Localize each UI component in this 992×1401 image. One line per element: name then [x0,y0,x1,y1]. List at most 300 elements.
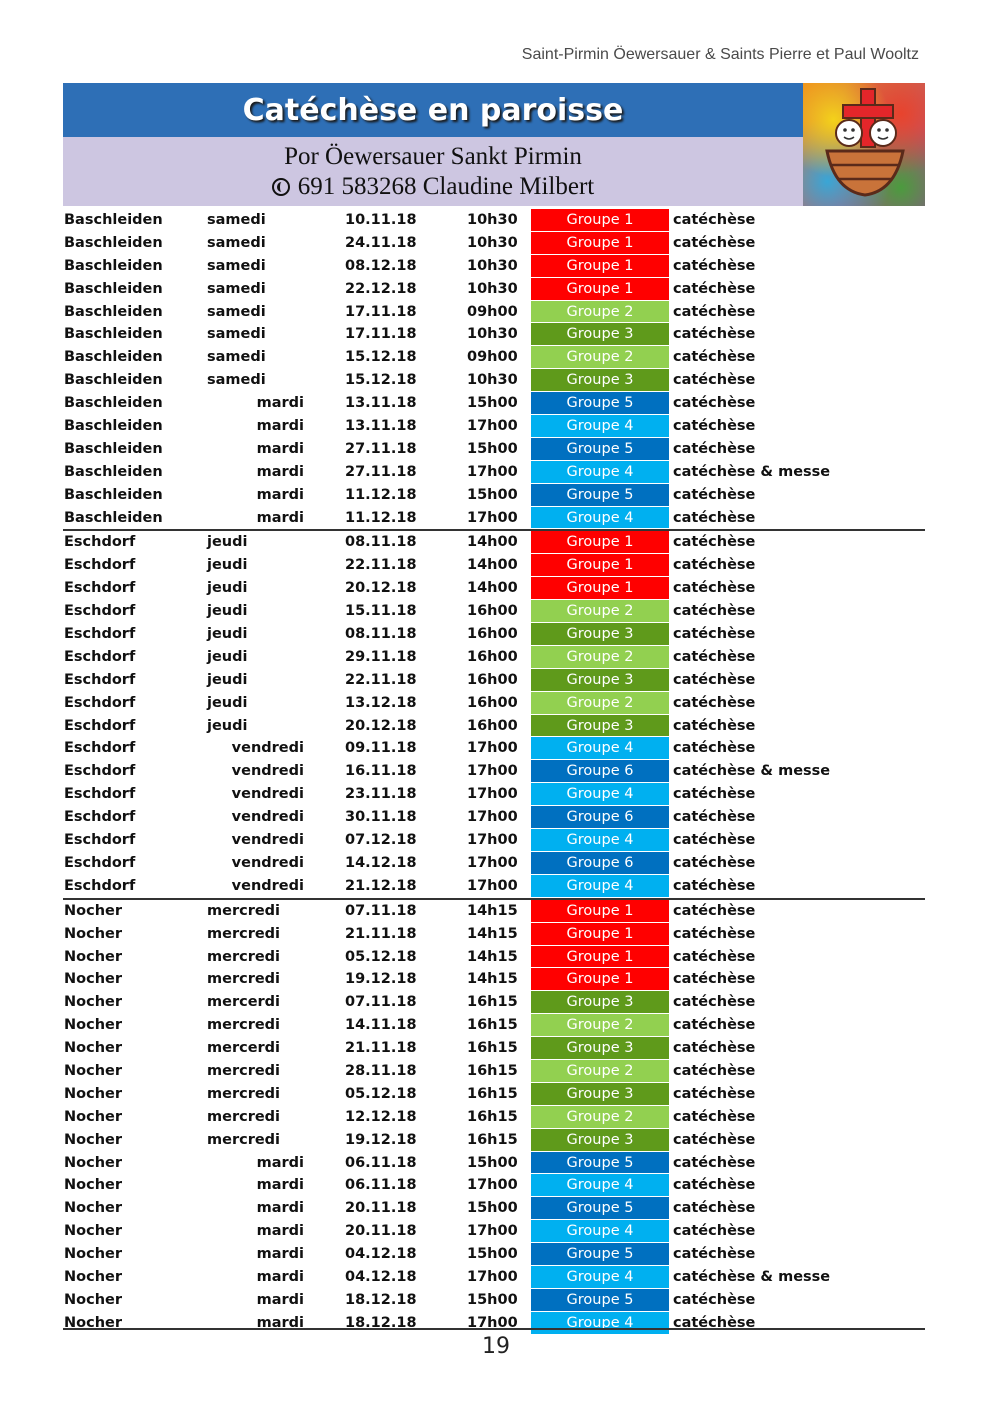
group-badge: Groupe 4 [531,783,669,806]
time-cell: 14h15 [467,902,518,919]
date-cell: 18.12.18 [345,1291,417,1308]
group-badge: Groupe 2 [531,301,669,324]
time-cell: 17h00 [467,763,518,780]
time-cell: 09h00 [467,303,518,320]
table-row [63,737,925,760]
date-cell: 11.12.18 [345,486,417,503]
table-row [63,415,925,438]
contact-line [272,172,595,202]
activity-cell: catéchèse [673,1085,756,1102]
group-badge: Groupe 4 [531,829,669,852]
date-cell: 27.11.18 [345,440,417,457]
time-cell: 10h30 [467,234,518,251]
activity-cell: catéchèse & messe [673,463,831,480]
table-row [63,1243,925,1266]
activity-cell: catéchèse [673,994,756,1011]
table-row [63,783,925,806]
place-cell: Eschdorf [64,648,136,665]
parish-logo-icon [803,83,925,206]
date-cell: 10.11.18 [345,212,417,228]
table-row [63,1060,925,1083]
banner-subtitle: Por Öewersauer Sankt Pirmin [284,142,582,170]
day-cell: mercredi [207,1085,281,1102]
group-badge: Groupe 2 [531,646,669,669]
date-cell: 15.11.18 [345,603,417,620]
table-row [63,1037,925,1060]
footer-rule [63,1328,925,1330]
activity-cell: catéchèse [673,280,756,297]
table-row [63,301,925,324]
group-badge: Groupe 4 [531,1174,669,1197]
activity-cell: catéchèse & messe [673,763,831,780]
table-row [63,669,925,692]
group-badge: Groupe 5 [531,438,669,461]
activity-cell: catéchèse [673,234,756,251]
group-badge: Groupe 5 [531,1152,669,1175]
time-cell: 15h00 [467,1246,518,1263]
group-badge: Groupe 3 [531,1083,669,1106]
day-cell: mardi [256,509,304,526]
activity-cell: catéchèse [673,603,756,620]
schedule-table [63,209,925,1335]
activity-cell: catéchèse [673,854,756,871]
group-badge: Groupe 4 [531,415,669,438]
day-cell: mercredi [207,1108,281,1125]
group-badge: Groupe 1 [531,923,669,946]
date-cell: 22.11.18 [345,557,417,574]
activity-cell: catéchèse [673,372,756,389]
date-cell: 21.12.18 [345,877,417,894]
day-cell: jeudi [207,717,248,734]
group-badge: Groupe 5 [531,1197,669,1220]
day-cell: jeudi [207,694,248,711]
activity-cell: catéchèse [673,486,756,503]
time-cell: 10h30 [467,212,518,228]
place-cell: Baschleiden [64,234,163,251]
place-cell: Baschleiden [64,349,163,366]
time-cell: 17h00 [467,786,518,803]
activity-cell: catéchèse [673,1040,756,1057]
date-cell: 20.11.18 [345,1200,417,1217]
table-row [63,461,925,484]
group-badge: Groupe 1 [531,209,669,232]
group-badge: Groupe 5 [531,1289,669,1312]
day-cell: vendredi [231,740,304,757]
activity-cell: catéchèse [673,925,756,942]
contact-text: 691 583268 Claudine Milbert [297,172,595,200]
table-row [63,1312,925,1335]
table-row [63,209,925,232]
table-row [63,484,925,507]
time-cell: 16h15 [467,1062,518,1079]
activity-cell: catéchèse [673,509,756,526]
time-cell: 10h30 [467,326,518,343]
place-cell: Nocher [64,1268,122,1285]
activity-cell: catéchèse [673,948,756,965]
day-cell: vendredi [231,854,304,871]
banner-subtitle-block [63,137,803,206]
activity-cell: catéchèse [673,1291,756,1308]
date-cell: 13.11.18 [345,395,417,412]
time-cell: 14h15 [467,948,518,965]
table-row [63,369,925,392]
time-cell: 17h00 [467,832,518,849]
table-row [63,278,925,301]
day-cell: vendredi [231,763,304,780]
group-badge: Groupe 1 [531,554,669,577]
place-cell: Eschdorf [64,854,136,871]
time-cell: 15h00 [467,1154,518,1171]
date-cell: 12.12.18 [345,1108,417,1125]
activity-cell: catéchèse [673,809,756,826]
date-cell: 28.11.18 [345,1062,417,1079]
table-row [63,1220,925,1243]
date-cell: 20.12.18 [345,580,417,597]
place-cell: Nocher [64,1040,122,1057]
place-cell: Eschdorf [64,832,136,849]
time-cell: 09h00 [467,349,518,366]
activity-cell: catéchèse [673,440,756,457]
day-cell: mardi [256,1223,304,1240]
activity-cell: catéchèse [673,1154,756,1171]
activity-cell: catéchèse [673,671,756,688]
date-cell: 15.12.18 [345,372,417,389]
time-cell: 14h00 [467,534,518,551]
group-badge: Groupe 4 [531,875,669,898]
group-badge: Groupe 4 [531,1220,669,1243]
activity-cell: catéchèse [673,1223,756,1240]
place-cell: Baschleiden [64,395,163,412]
group-badge: Groupe 1 [531,577,669,600]
group-badge: Groupe 3 [531,1037,669,1060]
table-row [63,623,925,646]
table-row [63,1289,925,1312]
date-cell: 29.11.18 [345,648,417,665]
time-cell: 15h00 [467,1291,518,1308]
activity-cell: catéchèse [673,902,756,919]
place-cell: Baschleiden [64,212,163,228]
place-cell: Nocher [64,1131,122,1148]
group-badge: Groupe 4 [531,461,669,484]
day-cell: mercredi [207,925,281,942]
place-cell: Nocher [64,1177,122,1194]
time-cell: 17h00 [467,463,518,480]
activity-cell: catéchèse [673,1062,756,1079]
day-cell: mardi [256,1154,304,1171]
table-row [63,600,925,623]
activity-cell: catéchèse [673,877,756,894]
place-cell: Nocher [64,1314,122,1331]
table-row [63,946,925,969]
group-badge: Groupe 2 [531,1060,669,1083]
time-cell: 17h00 [467,877,518,894]
place-cell: Nocher [64,1291,122,1308]
place-cell: Baschleiden [64,372,163,389]
date-cell: 09.11.18 [345,740,417,757]
time-cell: 16h00 [467,671,518,688]
activity-cell: catéchèse [673,832,756,849]
time-cell: 16h00 [467,694,518,711]
day-cell: mardi [256,463,304,480]
date-cell: 15.12.18 [345,349,417,366]
table-row [63,1083,925,1106]
time-cell: 17h00 [467,509,518,526]
place-cell: Eschdorf [64,877,136,894]
activity-cell: catéchèse [673,534,756,551]
day-cell: vendredi [231,877,304,894]
activity-cell: catéchèse [673,395,756,412]
date-cell: 14.12.18 [345,854,417,871]
table-row [63,923,925,946]
place-cell: Baschleiden [64,303,163,320]
date-cell: 06.11.18 [345,1177,417,1194]
activity-cell: catéchèse [673,349,756,366]
group-badge: Groupe 1 [531,900,669,923]
day-cell: jeudi [207,671,248,688]
time-cell: 16h15 [467,1108,518,1125]
place-cell: Baschleiden [64,418,163,435]
date-cell: 24.11.18 [345,234,417,251]
group-badge: Groupe 6 [531,760,669,783]
time-cell: 16h00 [467,717,518,734]
date-cell: 22.11.18 [345,671,417,688]
table-row [63,829,925,852]
time-cell: 17h00 [467,1223,518,1240]
day-cell: mardi [256,1246,304,1263]
time-cell: 16h15 [467,1040,518,1057]
table-row [63,255,925,278]
table-row [63,900,925,923]
activity-cell: catéchèse [673,694,756,711]
time-cell: 10h30 [467,280,518,297]
time-cell: 14h00 [467,580,518,597]
group-badge: Groupe 6 [531,852,669,875]
place-cell: Baschleiden [64,280,163,297]
place-cell: Eschdorf [64,694,136,711]
date-cell: 21.11.18 [345,925,417,942]
table-row [63,531,925,554]
date-cell: 13.12.18 [345,694,417,711]
group-badge: Groupe 1 [531,946,669,969]
group-badge: Groupe 1 [531,255,669,278]
activity-cell: catéchèse [673,786,756,803]
day-cell: samedi [207,212,266,228]
group-badge: Groupe 1 [531,531,669,554]
table-row [63,392,925,415]
activity-cell: catéchèse [673,1131,756,1148]
day-cell: mercerdi [207,994,281,1011]
activity-cell: catéchèse [673,1108,756,1125]
group-badge: Groupe 5 [531,484,669,507]
day-cell: mercredi [207,902,281,919]
date-cell: 07.11.18 [345,994,417,1011]
place-cell: Eschdorf [64,763,136,780]
table-row [63,1197,925,1220]
day-cell: mardi [256,1291,304,1308]
page-number: 19 [482,1334,510,1359]
activity-cell: catéchèse [673,257,756,274]
group-badge: Groupe 3 [531,715,669,738]
time-cell: 16h15 [467,1131,518,1148]
day-cell: mercredi [207,1131,281,1148]
date-cell: 17.11.18 [345,303,417,320]
place-cell: Eschdorf [64,717,136,734]
group-badge: Groupe 3 [531,991,669,1014]
place-cell: Nocher [64,925,122,942]
time-cell: 16h15 [467,1017,518,1034]
place-cell: Baschleiden [64,486,163,503]
date-cell: 22.12.18 [345,280,417,297]
date-cell: 06.11.18 [345,1154,417,1171]
place-cell: Nocher [64,1223,122,1240]
place-cell: Eschdorf [64,786,136,803]
place-cell: Eschdorf [64,603,136,620]
group-badge: Groupe 1 [531,278,669,301]
activity-cell: catéchèse [673,1246,756,1263]
table-row [63,232,925,255]
activity-cell: catéchèse [673,1177,756,1194]
date-cell: 17.11.18 [345,326,417,343]
day-cell: samedi [207,303,266,320]
day-cell: samedi [207,234,266,251]
date-cell: 23.11.18 [345,786,417,803]
day-cell: samedi [207,280,266,297]
group-badge: Groupe 4 [531,737,669,760]
place-cell: Eschdorf [64,534,136,551]
activity-cell: catéchèse & messe [673,1268,831,1285]
date-cell: 07.11.18 [345,902,417,919]
activity-cell: catéchèse [673,557,756,574]
activity-cell: catéchèse [673,648,756,665]
activity-cell: catéchèse [673,326,756,343]
table-row [63,646,925,669]
place-cell: Eschdorf [64,740,136,757]
place-cell: Eschdorf [64,809,136,826]
place-cell: Nocher [64,902,122,919]
place-cell: Nocher [64,1246,122,1263]
time-cell: 15h00 [467,440,518,457]
place-cell: Eschdorf [64,557,136,574]
table-row [63,577,925,600]
table-row [63,507,925,532]
time-cell: 10h30 [467,257,518,274]
date-cell: 08.11.18 [345,534,417,551]
place-cell: Baschleiden [64,440,163,457]
activity-cell: catéchèse [673,1314,756,1331]
time-cell: 17h00 [467,1314,518,1331]
group-badge: Groupe 2 [531,692,669,715]
place-cell: Nocher [64,1108,122,1125]
time-cell: 16h00 [467,648,518,665]
time-cell: 17h00 [467,809,518,826]
day-cell: mardi [256,1177,304,1194]
date-cell: 11.12.18 [345,509,417,526]
time-cell: 16h00 [467,626,518,643]
table-row [63,1129,925,1152]
time-cell: 17h00 [467,1268,518,1285]
table-row [63,1266,925,1289]
activity-cell: catéchèse [673,212,756,228]
group-badge: Groupe 3 [531,669,669,692]
place-cell: Nocher [64,971,122,988]
day-cell: mercredi [207,1017,281,1034]
date-cell: 30.11.18 [345,809,417,826]
place-cell: Nocher [64,1017,122,1034]
place-cell: Baschleiden [64,509,163,526]
day-cell: mercredi [207,1062,281,1079]
place-cell: Nocher [64,994,122,1011]
group-badge: Groupe 1 [531,968,669,991]
time-cell: 16h15 [467,1085,518,1102]
phone-icon [272,178,290,196]
day-cell: jeudi [207,557,248,574]
day-cell: vendredi [231,786,304,803]
date-cell: 20.12.18 [345,717,417,734]
activity-cell: catéchèse [673,971,756,988]
table-row [63,715,925,738]
day-cell: mardi [256,1200,304,1217]
group-badge: Groupe 3 [531,369,669,392]
activity-cell: catéchèse [673,1017,756,1034]
date-cell: 18.12.18 [345,1314,417,1331]
group-badge: Groupe 6 [531,806,669,829]
place-cell: Eschdorf [64,671,136,688]
place-cell: Nocher [64,1085,122,1102]
place-cell: Nocher [64,1154,122,1171]
parish-logo-drawing [803,83,925,206]
place-cell: Eschdorf [64,626,136,643]
banner [63,83,925,206]
place-cell: Nocher [64,1200,122,1217]
time-cell: 17h00 [467,854,518,871]
table-row [63,1152,925,1175]
table-row [63,968,925,991]
place-cell: Nocher [64,1062,122,1079]
day-cell: jeudi [207,580,248,597]
group-badge: Groupe 4 [531,507,669,530]
day-cell: samedi [207,326,266,343]
group-badge: Groupe 3 [531,623,669,646]
table-row [63,875,925,900]
table-row [63,806,925,829]
time-cell: 15h00 [467,395,518,412]
table-row [63,323,925,346]
activity-cell: catéchèse [673,717,756,734]
activity-cell: catéchèse [673,626,756,643]
time-cell: 15h00 [467,1200,518,1217]
day-cell: mardi [256,486,304,503]
table-row [63,346,925,369]
date-cell: 20.11.18 [345,1223,417,1240]
group-badge: Groupe 2 [531,346,669,369]
day-cell: mercredi [207,948,281,965]
group-badge: Groupe 4 [531,1266,669,1289]
day-cell: mardi [256,440,304,457]
day-cell: samedi [207,257,266,274]
time-cell: 17h00 [467,740,518,757]
group-badge: Groupe 3 [531,323,669,346]
banner-title: Catéchèse en paroisse [63,83,803,137]
table-row [63,1014,925,1037]
activity-cell: catéchèse [673,1200,756,1217]
date-cell: 07.12.18 [345,832,417,849]
day-cell: mardi [256,395,304,412]
day-cell: samedi [207,349,266,366]
group-badge: Groupe 3 [531,1129,669,1152]
date-cell: 16.11.18 [345,763,417,780]
group-badge: Groupe 1 [531,232,669,255]
table-row [63,991,925,1014]
